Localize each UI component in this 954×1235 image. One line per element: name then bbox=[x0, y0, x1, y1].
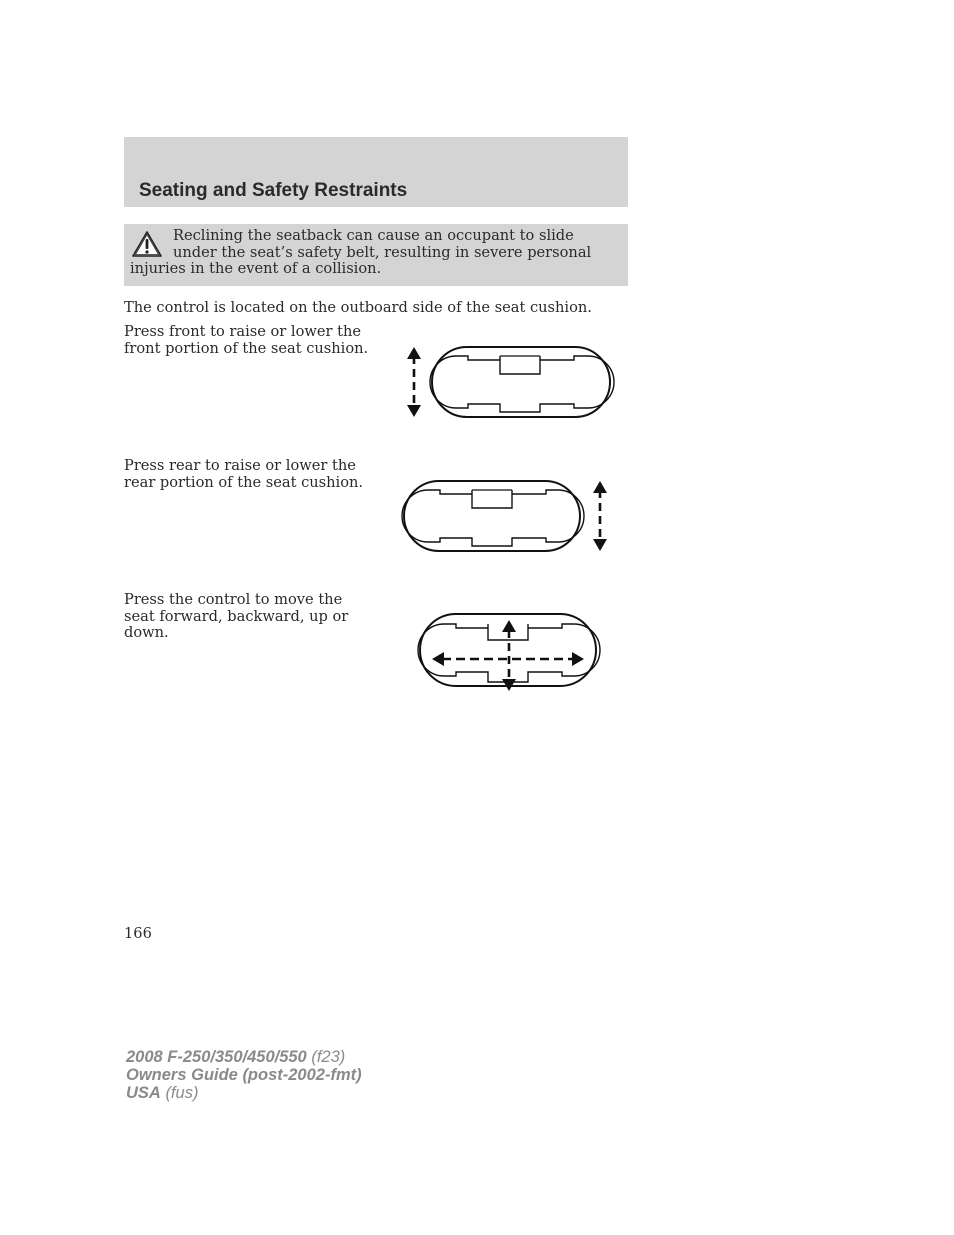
footer-model-code: (f23) bbox=[311, 1048, 346, 1066]
footer-model: 2008 F-250/350/450/550 bbox=[126, 1048, 307, 1066]
footer-model-line bbox=[126, 1048, 362, 1066]
instruction-rear: Press rear to raise or lower the rear portion of the seat cushion. bbox=[124, 457, 364, 491]
seat-control-front-vertical-arrow-icon bbox=[402, 342, 616, 422]
intro-text: The control is located on the outboard side of the seat cushion. bbox=[124, 299, 592, 316]
footer-market-code: (fus) bbox=[165, 1084, 199, 1102]
footer-guide-line bbox=[126, 1066, 362, 1084]
seat-control-four-way-arrow-icon bbox=[416, 610, 602, 694]
section-title: Seating and Safety Restraints bbox=[139, 180, 408, 201]
seat-control-rear-vertical-arrow-icon bbox=[400, 476, 616, 556]
footer-market: USA bbox=[126, 1084, 161, 1102]
document-footer bbox=[126, 1048, 362, 1102]
instruction-four-way: Press the control to move the seat forward, backward, up or down. bbox=[124, 591, 349, 641]
section-header bbox=[124, 137, 628, 207]
footer-market-line bbox=[126, 1084, 362, 1102]
page-number: 166 bbox=[124, 925, 152, 942]
footer-guide: Owners Guide (post-2002-fmt) bbox=[126, 1066, 362, 1084]
instruction-front: Press front to raise or lower the front portion of the seat cushion. bbox=[124, 323, 369, 357]
warning-text: Reclining the seatback can cause an occupant to slide under the seat’s safety belt, resulting in severe personal injuries in the event of a collision. bbox=[130, 227, 592, 277]
warning-box bbox=[124, 224, 628, 286]
